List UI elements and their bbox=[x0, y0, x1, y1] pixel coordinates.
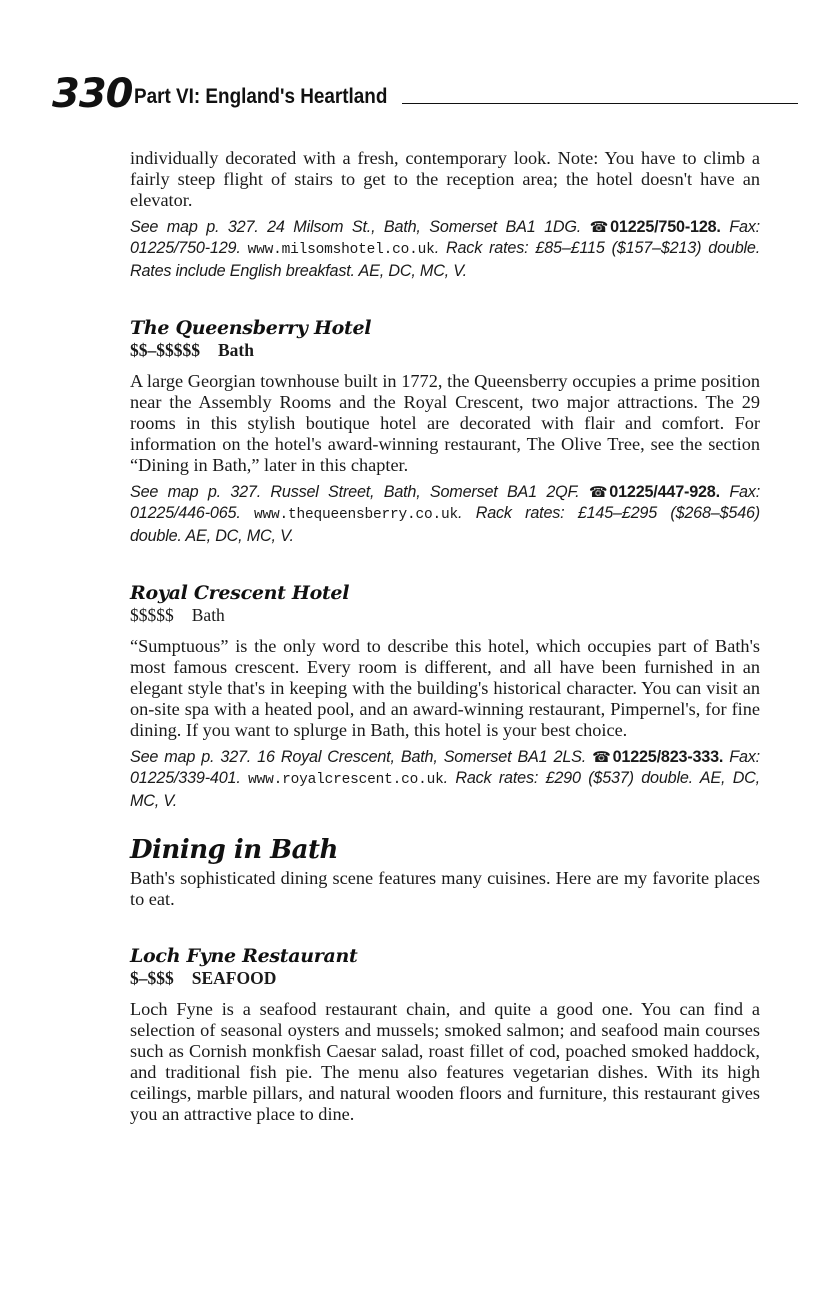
page-content bbox=[130, 148, 760, 1125]
intro-paragraph: individually decorated with a fresh, contemporary look. Note: You have to climb a fairly steep flight of stairs to get to the reception area; the hotel doesn't have an elevator. bbox=[130, 148, 760, 210]
phone-number: 01225/823-333. bbox=[612, 748, 724, 766]
info-address: See map p. 327. 24 Milsom St., Bath, Somerset BA1 1DG. bbox=[130, 218, 582, 236]
section-intro: Bath's sophisticated dining scene features many cuisines. Here are my favorite places to eat. bbox=[130, 868, 760, 909]
fax-number: Fax: 01225/750-129. bbox=[130, 218, 760, 257]
fax-number: Fax: 01225/446-065. bbox=[130, 483, 760, 522]
fax-number: Fax: 01225/339-401. bbox=[130, 748, 760, 787]
entry-meta bbox=[130, 605, 760, 626]
phone-number: 01225/750-128. bbox=[610, 218, 721, 236]
info-address: See map p. 327. 16 Royal Crescent, Bath, Somerset BA1 2LS. bbox=[130, 748, 587, 766]
part-title: Part VI: England's Heartland bbox=[134, 85, 388, 108]
entry-name: Loch Fyne Restaurant bbox=[130, 945, 358, 967]
phone-icon: ☎ bbox=[592, 749, 611, 766]
entry-description: A large Georgian townhouse built in 1772, the Queensberry occupies a prime position near the Assembly Rooms and the Royal Crescent, two major attractions. The 29 rooms in this stylish boutique hotel are decorated with flair and comfort. For information on the hotel's award-winning restaurant, The Olive Tree, see the section “Dining in Bath,” later in this chapter. bbox=[130, 371, 760, 475]
entry-description: Loch Fyne is a seafood restaurant chain, and quite a good one. You can find a selection of seasonal oysters and mussels; smoked salmon; and seafood main courses such as Cornish monkfish Caesar salad, roast fillet of cod, poached smoked haddock, and traditional fish pie. The menu also features vegetarian dishes. With its high ceilings, marble pillars, and natural wooden floors and furniture, this restaurant gives you an attractive place to dine. bbox=[130, 999, 760, 1124]
phone-number: 01225/447-928. bbox=[609, 483, 720, 501]
intro-info bbox=[130, 217, 760, 282]
entry-meta bbox=[130, 340, 760, 361]
phone-icon: ☎ bbox=[589, 219, 609, 236]
rack-rates: . Rack rates: £145–£295 ($268–$546) double. AE, DC, MC, V. bbox=[130, 504, 760, 545]
rack-rates: . Rack rates: £290 ($537) double. AE, DC, MC, V. bbox=[130, 769, 760, 810]
price-range: $$$$$ bbox=[130, 605, 174, 625]
entry-meta bbox=[130, 968, 760, 989]
entry-info bbox=[130, 747, 760, 812]
price-range: $–$$$ bbox=[130, 968, 174, 988]
restaurant-entry-loch-fyne bbox=[130, 944, 760, 1125]
info-address: See map p. 327. Russel Street, Bath, Somerset BA1 2QF. bbox=[130, 483, 580, 501]
website-link[interactable]: www.thequeensberry.co.uk bbox=[254, 507, 459, 523]
hotel-entry-queensberry bbox=[130, 316, 760, 547]
website-link[interactable]: www.milsomshotel.co.uk bbox=[247, 242, 435, 258]
cuisine: SEAFOOD bbox=[191, 968, 277, 988]
hotel-entry-royal-crescent bbox=[130, 581, 760, 812]
location: Bath bbox=[218, 340, 254, 360]
entry-info bbox=[130, 482, 760, 547]
rack-rates: . Rack rates: £85–£115 ($157–$213) double. Rates include English breakfast. AE, DC, MC, V. bbox=[130, 239, 760, 280]
phone-icon: ☎ bbox=[588, 484, 608, 501]
price-range: $$–$$$$$ bbox=[130, 340, 200, 360]
section-title: Dining in Bath bbox=[130, 835, 338, 865]
location: Bath bbox=[191, 605, 225, 625]
website-link[interactable]: www.royalcrescent.co.uk bbox=[248, 772, 444, 788]
entry-name: The Queensberry Hotel bbox=[130, 317, 372, 339]
entry-name: Royal Crescent Hotel bbox=[130, 582, 350, 604]
page-header bbox=[52, 72, 752, 116]
page-number: 330 bbox=[52, 71, 133, 117]
entry-description: “Sumptuous” is the only word to describe this hotel, which occupies part of Bath's most famous crescent. Every room is different, and all have been furnished in an elegant style that's in keeping with the building's historical character. You can visit an on-site spa with a heated pool, and an award-winning restaurant, Pimpernel's, for fine dining. If you want to splurge in Bath, this hotel is your best choice. bbox=[130, 636, 760, 740]
header-rule bbox=[402, 103, 798, 104]
